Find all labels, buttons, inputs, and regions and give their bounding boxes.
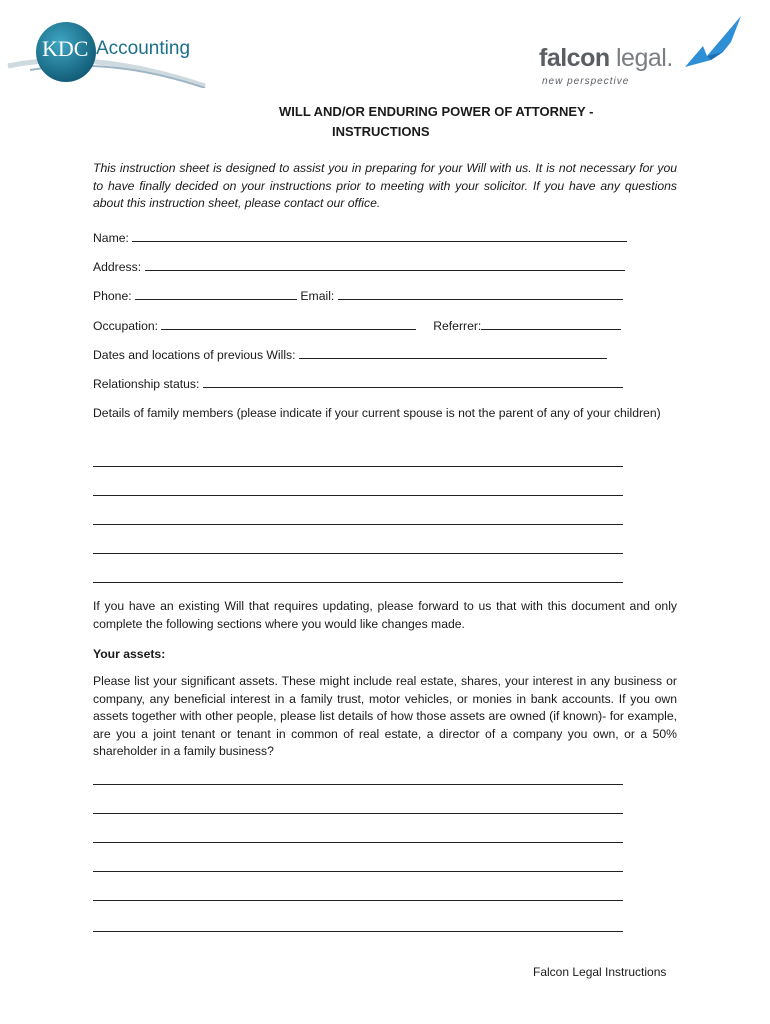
phone-label: Phone: [93, 289, 132, 303]
falcon-name-light: legal. [616, 44, 673, 72]
assets-line-5[interactable] [93, 900, 623, 901]
previous-wills-label: Dates and locations of previous Wills: [93, 348, 296, 362]
address-row [93, 258, 625, 276]
existing-will-paragraph: If you have an existing Will that requires updating, please forward to us that with this document and only complete the following sections where you would like changes made. [93, 599, 677, 631]
family-line-4[interactable] [93, 553, 623, 554]
occupation-field[interactable] [161, 317, 416, 330]
email-field[interactable] [338, 287, 623, 300]
phone-email-row [93, 287, 623, 305]
family-line-3[interactable] [93, 524, 623, 525]
page-footer: Falcon Legal Instructions [533, 965, 667, 979]
name-label: Name: [93, 231, 129, 245]
phone-field[interactable] [135, 287, 297, 300]
previous-wills-row [93, 346, 607, 364]
family-line-1[interactable] [93, 466, 623, 467]
referrer-field[interactable] [481, 317, 621, 330]
assets-line-4[interactable] [93, 871, 623, 872]
falcon-name-bold: falcon [539, 44, 610, 72]
name-row [93, 229, 627, 247]
family-line-2[interactable] [93, 495, 623, 496]
assets-line-2[interactable] [93, 813, 623, 814]
falcon-tagline: new perspective [542, 76, 630, 87]
occupation-label: Occupation: [93, 319, 159, 333]
assets-line-6[interactable] [93, 931, 623, 932]
kdc-initials: KDC [42, 36, 89, 61]
email-label: Email: [300, 289, 335, 303]
family-line-5[interactable] [93, 582, 623, 583]
referrer-label: Referrer: [433, 319, 482, 333]
name-field[interactable] [132, 229, 627, 242]
previous-wills-field[interactable] [299, 346, 607, 359]
kdc-accounting-text: Accounting [96, 38, 191, 59]
relationship-label: Relationship status: [93, 377, 200, 391]
occupation-referrer-row [93, 317, 621, 335]
relationship-field[interactable] [203, 375, 623, 388]
assets-line-3[interactable] [93, 842, 623, 843]
address-field[interactable] [145, 258, 625, 271]
intro-paragraph: This instruction sheet is designed to assist you in preparing for your Will with us. It is not necessary for you to have finally decided on your instructions prior to meeting with your solicitor. If you have any questions about this instruction sheet, please contact our office. [93, 161, 677, 210]
kdc-accounting-logo [0, 8, 220, 88]
falcon-bird-icon [681, 12, 751, 72]
family-members-label: Details of family members (please indicate if your current spouse is not the parent of any of your children) [93, 406, 661, 420]
document-title-line1: WILL AND/OR ENDURING POWER OF ATTORNEY - [279, 104, 594, 119]
relationship-row [93, 375, 623, 393]
assets-heading: Your assets: [93, 647, 166, 661]
address-label: Address: [93, 260, 142, 274]
falcon-legal-logo [535, 12, 745, 92]
document-title-line2: INSTRUCTIONS [332, 124, 430, 139]
assets-paragraph: Please list your significant assets. These might include real estate, shares, your interest in any business or company, any beneficial interest in a family trust, motor vehicles, or monies in bank accounts. If you own assets together with other people, please list details of how those assets are owned (if known)- for example, are you a joint tenant or tenant in common of real estate, a director of a company you own, or a 50% shareholder in a family business? [93, 674, 677, 758]
assets-line-1[interactable] [93, 784, 623, 785]
